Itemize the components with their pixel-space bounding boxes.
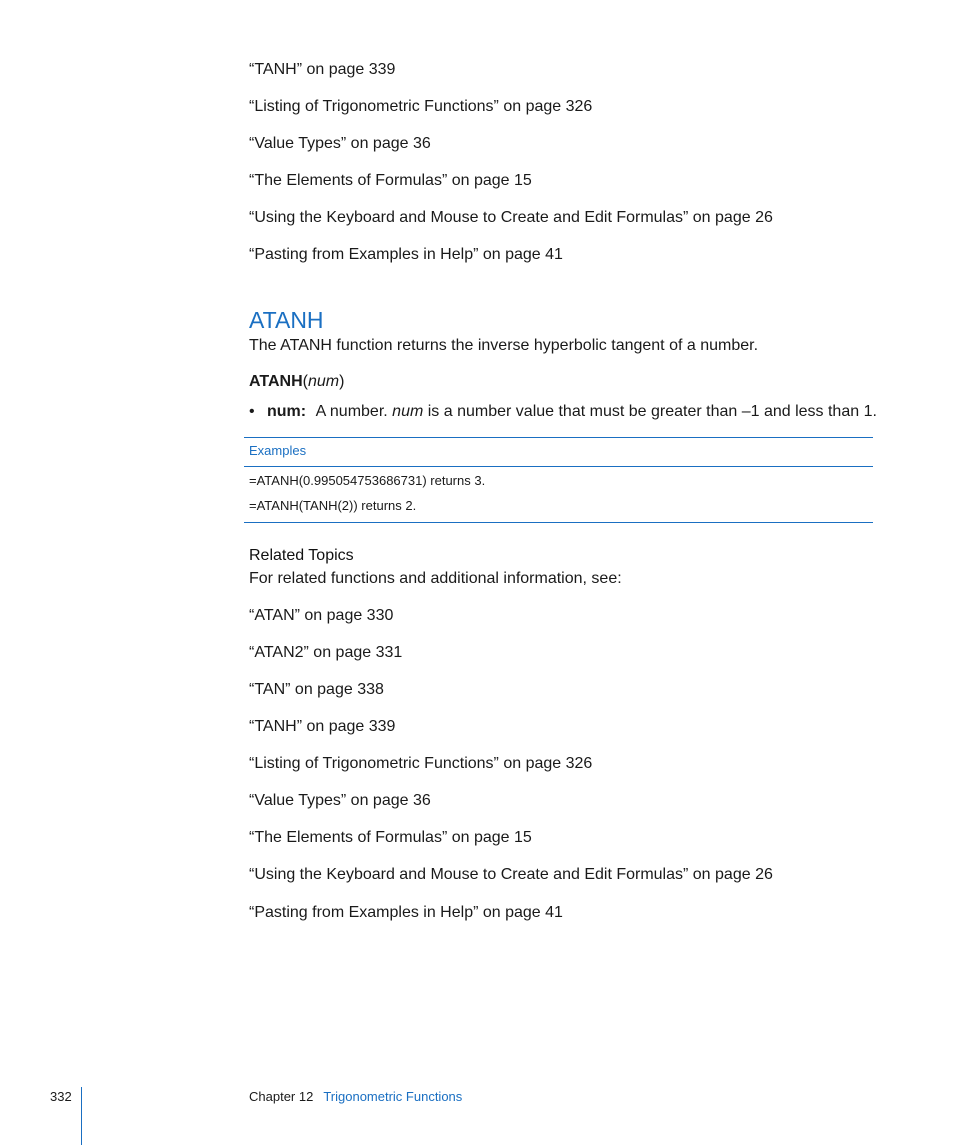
argument-text: A number. bbox=[315, 403, 388, 420]
argument-name: num: bbox=[267, 403, 307, 420]
related-link[interactable]: “Pasting from Examples in Help” on page 41 bbox=[249, 904, 563, 921]
examples-top-rule bbox=[244, 437, 873, 438]
related-link[interactable]: “Using the Keyboard and Mouse to Create and Edit Formulas” on page 26 bbox=[249, 866, 773, 883]
chapter-label: Chapter 12 bbox=[249, 1089, 314, 1104]
argument-italic: num bbox=[392, 403, 424, 420]
related-link[interactable]: “Pasting from Examples in Help” on page 41 bbox=[249, 246, 563, 263]
syntax-function-name: ATANH bbox=[249, 373, 303, 390]
related-link[interactable]: “The Elements of Formulas” on page 15 bbox=[249, 829, 532, 846]
related-link[interactable]: “Listing of Trigonometric Functions” on page 326 bbox=[249, 98, 593, 115]
related-link[interactable]: “Value Types” on page 36 bbox=[249, 135, 431, 152]
footer-divider bbox=[81, 1087, 82, 1145]
related-link[interactable]: “TAN” on page 338 bbox=[249, 681, 384, 698]
argument-item bbox=[249, 402, 877, 422]
related-link[interactable]: “Listing of Trigonometric Functions” on page 326 bbox=[249, 755, 593, 772]
page-number: 332 bbox=[50, 1089, 72, 1104]
related-link[interactable]: “ATAN” on page 330 bbox=[249, 607, 394, 624]
argument-text-rest: is a number value that must be greater than –1 and less than 1. bbox=[427, 403, 877, 420]
related-link[interactable]: “Value Types” on page 36 bbox=[249, 792, 431, 809]
chapter-title-link[interactable]: Trigonometric Functions bbox=[323, 1089, 463, 1104]
example-row: =ATANH(0.995054753686731) returns 3. bbox=[249, 473, 486, 488]
section-description: The ATANH function returns the inverse hyperbolic tangent of a number. bbox=[249, 337, 759, 354]
bullet-marker: • bbox=[249, 403, 255, 420]
related-link[interactable]: “TANH” on page 339 bbox=[249, 61, 396, 78]
related-link[interactable]: “The Elements of Formulas” on page 15 bbox=[249, 172, 532, 189]
related-intro: For related functions and additional information, see: bbox=[249, 570, 622, 587]
syntax-argument: num bbox=[307, 373, 340, 390]
example-row: =ATANH(TANH(2)) returns 2. bbox=[249, 498, 417, 513]
section-title: ATANH bbox=[249, 307, 324, 333]
function-syntax: ATANH(num) bbox=[249, 373, 345, 390]
related-link[interactable]: “TANH” on page 339 bbox=[249, 718, 396, 735]
examples-header-rule bbox=[244, 466, 873, 467]
examples-label: Examples bbox=[249, 443, 307, 458]
examples-bottom-rule bbox=[244, 522, 873, 523]
footer-chapter bbox=[249, 1088, 462, 1106]
related-link[interactable]: “ATAN2” on page 331 bbox=[249, 644, 403, 661]
related-link[interactable]: “Using the Keyboard and Mouse to Create and Edit Formulas” on page 26 bbox=[249, 209, 773, 226]
related-topics-heading: Related Topics bbox=[249, 547, 354, 564]
